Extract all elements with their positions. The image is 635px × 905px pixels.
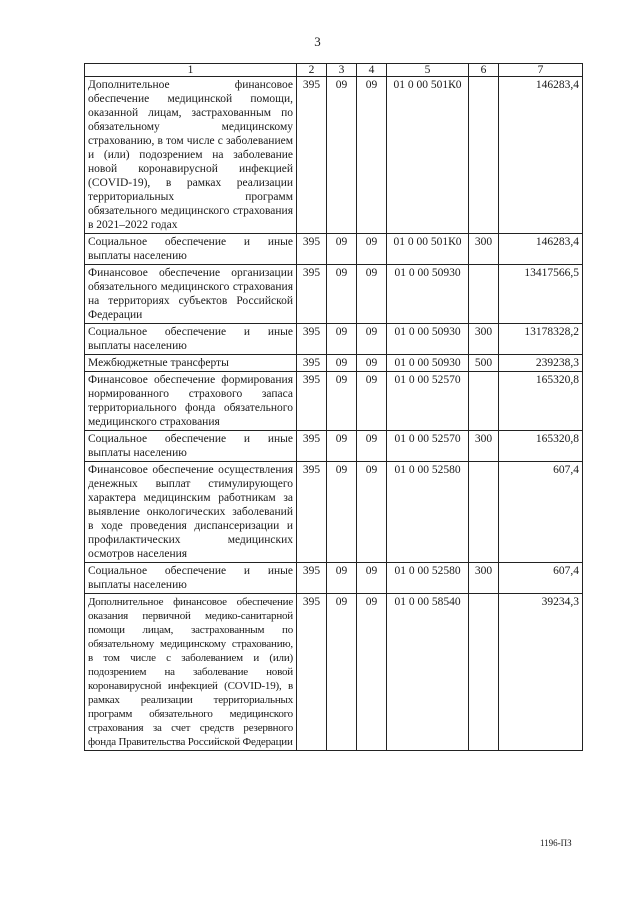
header-cell: 3: [327, 64, 357, 77]
expense-type-cell: 300: [469, 234, 499, 265]
item-name-cell: Финансовое обеспечение осуществления денежных выплат стимулирующего характера медицинским работникам за выявление онкологических заболеваний в ходе проведения диспансеризации и профилактических медицинских осмотров населения: [85, 462, 297, 563]
amount-cell: 13178328,2: [499, 324, 583, 355]
ministry-code-cell: 395: [297, 563, 327, 594]
subsection-cell: 09: [357, 563, 387, 594]
amount-cell: 239238,3: [499, 355, 583, 372]
expense-type-cell: 500: [469, 355, 499, 372]
table-row: [85, 234, 583, 265]
expense-type-cell: [469, 77, 499, 234]
table-row: [85, 355, 583, 372]
item-name-cell: Социальное обеспечение и иные выплаты населению: [85, 431, 297, 462]
table-row: [85, 265, 583, 324]
target-article-cell: 01 0 00 52570: [387, 431, 469, 462]
item-name-cell: Социальное обеспечение и иные выплаты населению: [85, 234, 297, 265]
header-cell: 2: [297, 64, 327, 77]
ministry-code-cell: 395: [297, 234, 327, 265]
amount-cell: 607,4: [499, 563, 583, 594]
ministry-code-cell: 395: [297, 324, 327, 355]
table-row: [85, 372, 583, 431]
ministry-code-cell: 395: [297, 265, 327, 324]
section-cell: 09: [327, 594, 357, 751]
amount-cell: 146283,4: [499, 77, 583, 234]
table-row: [85, 462, 583, 563]
subsection-cell: 09: [357, 77, 387, 234]
target-article-cell: 01 0 00 58540: [387, 594, 469, 751]
item-name-cell: Межбюджетные трансферты: [85, 355, 297, 372]
subsection-cell: 09: [357, 462, 387, 563]
table-row: [85, 431, 583, 462]
amount-cell: 39234,3: [499, 594, 583, 751]
header-cell: 4: [357, 64, 387, 77]
item-name-cell: Социальное обеспечение и иные выплаты населению: [85, 324, 297, 355]
table-row: [85, 324, 583, 355]
section-cell: 09: [327, 265, 357, 324]
item-name-cell: Социальное обеспечение и иные выплаты населению: [85, 563, 297, 594]
amount-cell: 165320,8: [499, 431, 583, 462]
table-header-row: [85, 64, 583, 77]
budget-table-body: [85, 64, 583, 751]
section-cell: 09: [327, 431, 357, 462]
table-row: [85, 77, 583, 234]
header-cell: 6: [469, 64, 499, 77]
ministry-code-cell: 395: [297, 372, 327, 431]
expense-type-cell: [469, 462, 499, 563]
page-number: 3: [314, 34, 321, 49]
target-article-cell: 01 0 00 50930: [387, 265, 469, 324]
amount-cell: 13417566,5: [499, 265, 583, 324]
subsection-cell: 09: [357, 355, 387, 372]
section-cell: 09: [327, 462, 357, 563]
ministry-code-cell: 395: [297, 594, 327, 751]
subsection-cell: 09: [357, 372, 387, 431]
item-name-cell: Дополнительное финансовое обеспечение оказания первичной медико-санитарной помощи лицам, застрахованным по обязательному медицинскому страхованию, в том числе с заболеванием и (или) подозрением на заболевание новой коронавирусной инфекцией (COVID-19), в рамках реализации территориальных программ обязательного медицинского страхования за счет средств резервного фонда Правительства Российской Федерации: [85, 594, 297, 751]
item-name-cell: Финансовое обеспечение формирования нормированного страхового запаса территориального фонда обязательного медицинского страхования: [85, 372, 297, 431]
section-cell: 09: [327, 563, 357, 594]
target-article-cell: 01 0 00 501К0: [387, 77, 469, 234]
header-cell: 7: [499, 64, 583, 77]
section-cell: 09: [327, 77, 357, 234]
subsection-cell: 09: [357, 234, 387, 265]
header-cell: 1: [85, 64, 297, 77]
expense-type-cell: [469, 594, 499, 751]
target-article-cell: 01 0 00 52580: [387, 563, 469, 594]
ministry-code-cell: 395: [297, 431, 327, 462]
ministry-code-cell: 395: [297, 462, 327, 563]
section-cell: 09: [327, 372, 357, 431]
expense-type-cell: [469, 372, 499, 431]
target-article-cell: 01 0 00 52580: [387, 462, 469, 563]
expense-type-cell: 300: [469, 431, 499, 462]
section-cell: 09: [327, 234, 357, 265]
section-cell: 09: [327, 324, 357, 355]
target-article-cell: 01 0 00 50930: [387, 324, 469, 355]
document-code: 1196-ПЗ: [540, 838, 572, 848]
subsection-cell: 09: [357, 431, 387, 462]
item-name-cell: Финансовое обеспечение организации обязательного медицинского страхования на территориях субъектов Российской Федерации: [85, 265, 297, 324]
target-article-cell: 01 0 00 501К0: [387, 234, 469, 265]
ministry-code-cell: 395: [297, 355, 327, 372]
amount-cell: 165320,8: [499, 372, 583, 431]
subsection-cell: 09: [357, 324, 387, 355]
expense-type-cell: 300: [469, 563, 499, 594]
ministry-code-cell: 395: [297, 77, 327, 234]
target-article-cell: 01 0 00 52570: [387, 372, 469, 431]
subsection-cell: 09: [357, 265, 387, 324]
expense-type-cell: 300: [469, 324, 499, 355]
amount-cell: 146283,4: [499, 234, 583, 265]
amount-cell: 607,4: [499, 462, 583, 563]
expense-type-cell: [469, 265, 499, 324]
table-row: [85, 594, 583, 751]
section-cell: 09: [327, 355, 357, 372]
item-name-cell: Дополнительное финансовое обеспечение медицинской помощи, оказанной лицам, застрахованным по обязательному медицинскому страхованию, в том числе с заболеванием и (или) подозрением на заболевание новой коронавирусной инфекцией (COVID-19), в рамках реализации территориальных программ обязательного медицинского страхования в 2021–2022 годах: [85, 77, 297, 234]
budget-table: [84, 63, 583, 751]
header-cell: 5: [387, 64, 469, 77]
table-row: [85, 563, 583, 594]
target-article-cell: 01 0 00 50930: [387, 355, 469, 372]
subsection-cell: 09: [357, 594, 387, 751]
